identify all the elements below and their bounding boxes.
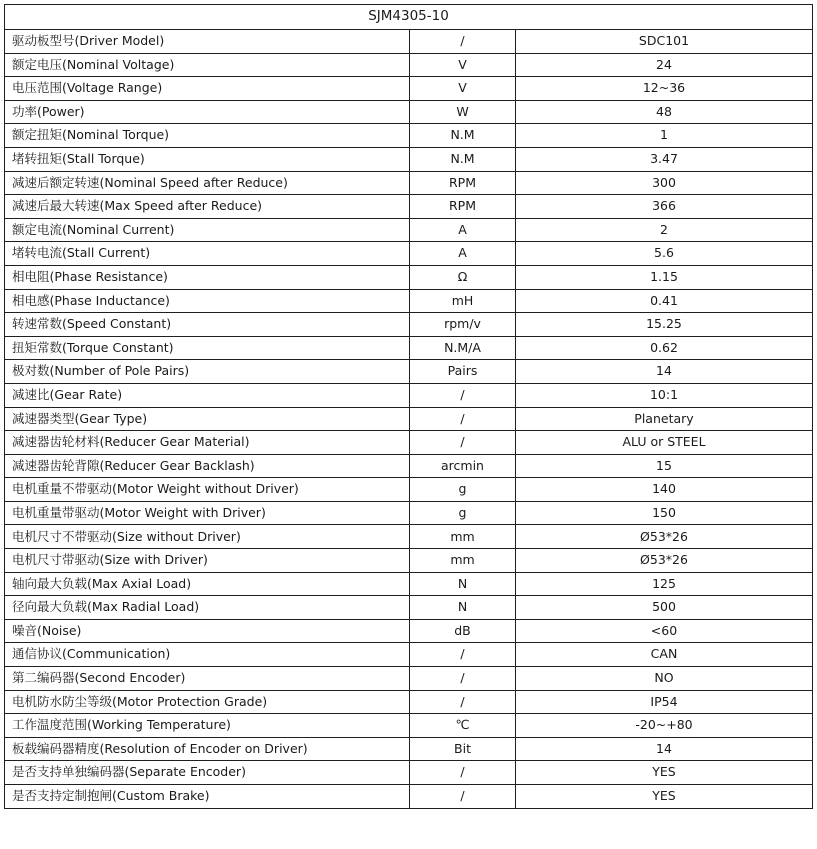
param-cell: 相电阻(Phase Resistance) xyxy=(5,265,410,289)
spec-table xyxy=(4,4,813,809)
value-cell: IP54 xyxy=(516,690,813,714)
unit-cell: / xyxy=(410,761,516,785)
table-row xyxy=(5,690,813,714)
table-row xyxy=(5,360,813,384)
unit-cell: Ω xyxy=(410,265,516,289)
table-row xyxy=(5,242,813,266)
unit-cell: / xyxy=(410,30,516,54)
param-cell: 板载编码器精度(Resolution of Encoder on Driver) xyxy=(5,737,410,761)
value-cell: 140 xyxy=(516,478,813,502)
unit-cell: mH xyxy=(410,289,516,313)
table-row xyxy=(5,643,813,667)
param-cell: 极对数(Number of Pole Pairs) xyxy=(5,360,410,384)
unit-cell: Bit xyxy=(410,737,516,761)
param-cell: 额定电流(Nominal Current) xyxy=(5,218,410,242)
param-cell: 扭矩常数(Torque Constant) xyxy=(5,336,410,360)
unit-cell: A xyxy=(410,242,516,266)
param-cell: 额定扭矩(Nominal Torque) xyxy=(5,124,410,148)
value-cell: 300 xyxy=(516,171,813,195)
unit-cell: ℃ xyxy=(410,714,516,738)
param-cell: 噪音(Noise) xyxy=(5,619,410,643)
unit-cell: / xyxy=(410,690,516,714)
param-cell: 电机重量不带驱动(Motor Weight without Driver) xyxy=(5,478,410,502)
unit-cell: mm xyxy=(410,525,516,549)
value-cell: CAN xyxy=(516,643,813,667)
unit-cell: / xyxy=(410,785,516,809)
unit-cell: / xyxy=(410,667,516,691)
value-cell: 1.15 xyxy=(516,265,813,289)
value-cell: 15.25 xyxy=(516,313,813,337)
table-row xyxy=(5,572,813,596)
table-row xyxy=(5,313,813,337)
param-cell: 轴向最大负载(Max Axial Load) xyxy=(5,572,410,596)
param-cell: 减速后额定转速(Nominal Speed after Reduce) xyxy=(5,171,410,195)
table-row xyxy=(5,525,813,549)
param-cell: 电机尺寸不带驱动(Size without Driver) xyxy=(5,525,410,549)
title-row xyxy=(5,5,813,30)
table-row xyxy=(5,667,813,691)
unit-cell: arcmin xyxy=(410,454,516,478)
unit-cell: V xyxy=(410,53,516,77)
param-cell: 减速器齿轮背隙(Reducer Gear Backlash) xyxy=(5,454,410,478)
value-cell: YES xyxy=(516,785,813,809)
value-cell: <60 xyxy=(516,619,813,643)
param-cell: 电机防水防尘等级(Motor Protection Grade) xyxy=(5,690,410,714)
value-cell: YES xyxy=(516,761,813,785)
unit-cell: N.M xyxy=(410,147,516,171)
param-cell: 电机重量带驱动(Motor Weight with Driver) xyxy=(5,501,410,525)
param-cell: 减速器齿轮材料(Reducer Gear Material) xyxy=(5,431,410,455)
table-row xyxy=(5,501,813,525)
value-cell: 2 xyxy=(516,218,813,242)
param-cell: 堵转扭矩(Stall Torque) xyxy=(5,147,410,171)
unit-cell: RPM xyxy=(410,195,516,219)
value-cell: Ø53*26 xyxy=(516,549,813,573)
table-row xyxy=(5,171,813,195)
param-cell: 电压范围(Voltage Range) xyxy=(5,77,410,101)
value-cell: 24 xyxy=(516,53,813,77)
table-row xyxy=(5,619,813,643)
unit-cell: g xyxy=(410,478,516,502)
table-row xyxy=(5,265,813,289)
param-cell: 是否支持定制抱闸(Custom Brake) xyxy=(5,785,410,809)
table-row xyxy=(5,785,813,809)
table-row xyxy=(5,407,813,431)
table-row xyxy=(5,761,813,785)
table-row xyxy=(5,100,813,124)
value-cell: 1 xyxy=(516,124,813,148)
table-row xyxy=(5,454,813,478)
param-cell: 径向最大负载(Max Radial Load) xyxy=(5,596,410,620)
value-cell: 500 xyxy=(516,596,813,620)
param-cell: 转速常数(Speed Constant) xyxy=(5,313,410,337)
unit-cell: N xyxy=(410,596,516,620)
value-cell: 0.41 xyxy=(516,289,813,313)
param-cell: 通信协议(Communication) xyxy=(5,643,410,667)
unit-cell: / xyxy=(410,407,516,431)
table-row xyxy=(5,549,813,573)
table-row xyxy=(5,30,813,54)
table-row xyxy=(5,195,813,219)
table-row xyxy=(5,596,813,620)
unit-cell: rpm/v xyxy=(410,313,516,337)
param-cell: 是否支持单独编码器(Separate Encoder) xyxy=(5,761,410,785)
value-cell: Planetary xyxy=(516,407,813,431)
table-row xyxy=(5,77,813,101)
unit-cell: N.M xyxy=(410,124,516,148)
value-cell: 125 xyxy=(516,572,813,596)
value-cell: 5.6 xyxy=(516,242,813,266)
table-row xyxy=(5,737,813,761)
unit-cell: g xyxy=(410,501,516,525)
unit-cell: dB xyxy=(410,619,516,643)
param-cell: 驱动板型号(Driver Model) xyxy=(5,30,410,54)
unit-cell: A xyxy=(410,218,516,242)
unit-cell: N xyxy=(410,572,516,596)
unit-cell: RPM xyxy=(410,171,516,195)
value-cell: 0.62 xyxy=(516,336,813,360)
param-cell: 第二编码器(Second Encoder) xyxy=(5,667,410,691)
table-row xyxy=(5,289,813,313)
param-cell: 工作温度范围(Working Temperature) xyxy=(5,714,410,738)
table-row xyxy=(5,53,813,77)
value-cell: Ø53*26 xyxy=(516,525,813,549)
param-cell: 额定电压(Nominal Voltage) xyxy=(5,53,410,77)
table-row xyxy=(5,124,813,148)
value-cell: NO xyxy=(516,667,813,691)
table-row xyxy=(5,431,813,455)
table-row xyxy=(5,383,813,407)
table-row xyxy=(5,714,813,738)
param-cell: 电机尺寸带驱动(Size with Driver) xyxy=(5,549,410,573)
value-cell: 12~36 xyxy=(516,77,813,101)
param-cell: 减速后最大转速(Max Speed after Reduce) xyxy=(5,195,410,219)
value-cell: 10:1 xyxy=(516,383,813,407)
value-cell: 14 xyxy=(516,360,813,384)
unit-cell: N.M/A xyxy=(410,336,516,360)
param-cell: 减速器类型(Gear Type) xyxy=(5,407,410,431)
value-cell: 14 xyxy=(516,737,813,761)
value-cell: 3.47 xyxy=(516,147,813,171)
table-row xyxy=(5,147,813,171)
unit-cell: / xyxy=(410,431,516,455)
param-cell: 堵转电流(Stall Current) xyxy=(5,242,410,266)
unit-cell: / xyxy=(410,643,516,667)
param-cell: 功率(Power) xyxy=(5,100,410,124)
unit-cell: V xyxy=(410,77,516,101)
table-row xyxy=(5,336,813,360)
param-cell: 相电感(Phase Inductance) xyxy=(5,289,410,313)
value-cell: -20~+80 xyxy=(516,714,813,738)
spec-rows xyxy=(5,30,813,809)
value-cell: 15 xyxy=(516,454,813,478)
value-cell: 48 xyxy=(516,100,813,124)
table-row xyxy=(5,218,813,242)
table-row xyxy=(5,478,813,502)
value-cell: ALU or STEEL xyxy=(516,431,813,455)
unit-cell: mm xyxy=(410,549,516,573)
value-cell: 150 xyxy=(516,501,813,525)
unit-cell: / xyxy=(410,383,516,407)
param-cell: 减速比(Gear Rate) xyxy=(5,383,410,407)
value-cell: SDC101 xyxy=(516,30,813,54)
value-cell: 366 xyxy=(516,195,813,219)
unit-cell: Pairs xyxy=(410,360,516,384)
table-title: SJM4305-10 xyxy=(5,5,813,30)
unit-cell: W xyxy=(410,100,516,124)
